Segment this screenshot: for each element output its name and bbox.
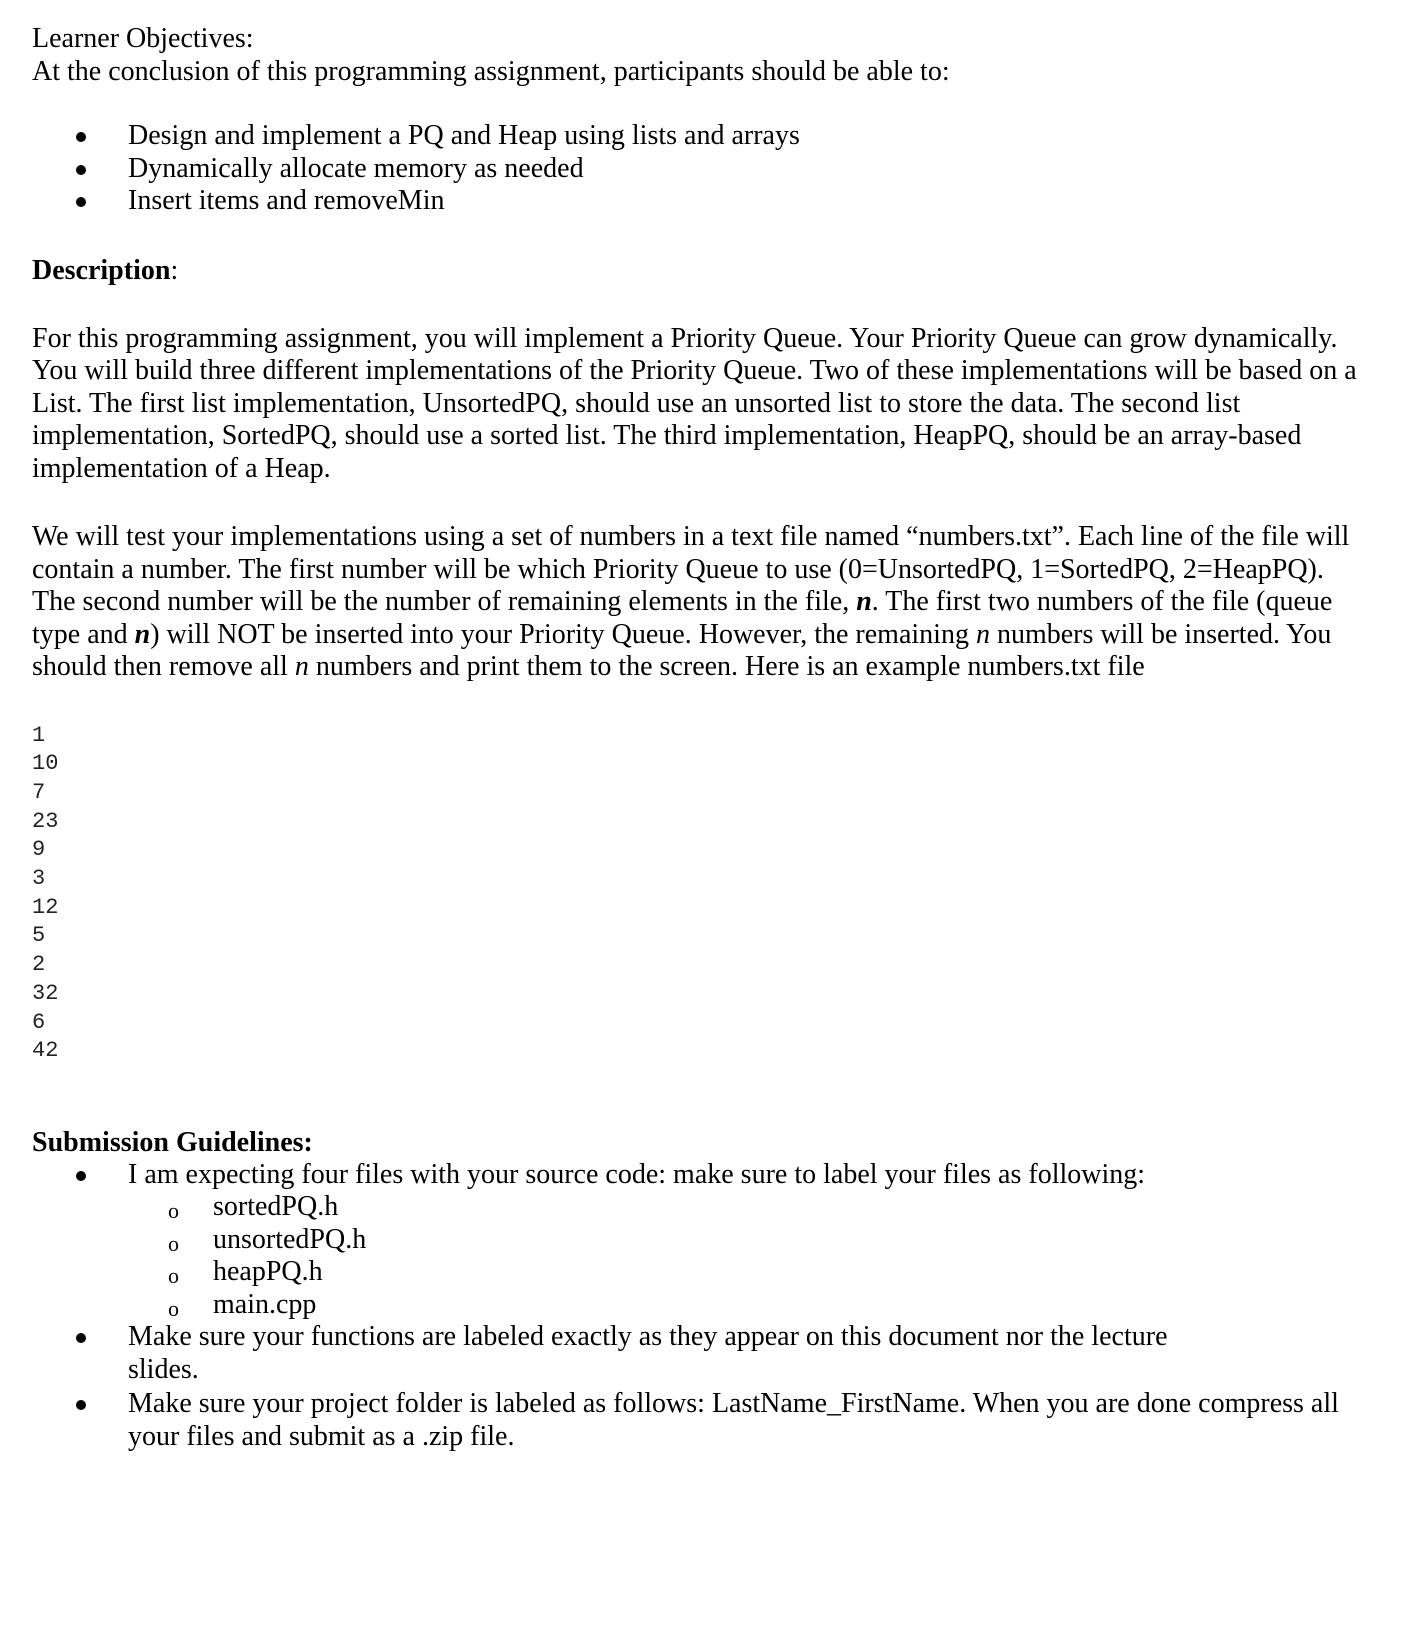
bullet-icon [76,197,86,207]
list-item: Design and implement a PQ and Heap using lists and arrays [32,120,1372,153]
objectives-list [32,120,1372,218]
number-line: 1 [32,722,46,748]
submission-files-list [32,1191,1372,1321]
circle-bullet-icon: o [168,1263,179,1289]
description-paragraph-1: For this programming assignment, you will implement a Priority Queue. Your Priority Queue can grow dynamically. You will build three different implementations of the Priority Queue. Two of these implementations will be based on a List. The first list implementation, UnsortedPQ, should use an unsorted list to store the data. The second list implementation, SortedPQ, should use a sorted list. The third implementation, HeapPQ, should be an array-based implementation of a Heap. [32,322,1357,484]
objectives-heading: Learner Objectives: [32,23,254,54]
circle-bullet-icon: o [168,1295,179,1321]
description-heading: Description: [32,254,179,286]
objectives-intro: At the conclusion of this programming assignment, participants should be able to: [32,56,950,87]
bullet-icon [76,1171,86,1181]
list-item: Dynamically allocate memory as needed [32,153,1372,186]
file-item: o heapPQ.h [168,1256,323,1289]
list-item: Make sure your project folder is labeled as follows: LastName_FirstName. When you are done compress all your files and submit as a .zip file. [32,1388,1372,1453]
number-line: 6 [32,1009,46,1035]
number-line: 12 [32,894,59,920]
bullet-icon [76,1400,86,1410]
number-line: 7 [32,779,46,805]
list-item: Make sure your functions are labeled exactly as they appear on this document nor the lecture slides. [32,1321,1372,1386]
number-line: 42 [32,1038,59,1064]
example-numbers-file [32,722,1372,1066]
file-item: o unsortedPQ.h [168,1223,367,1256]
number-line: 32 [32,980,59,1006]
circle-bullet-icon: o [168,1198,179,1224]
document [32,22,1372,1453]
bullet-icon [76,165,86,175]
bullet-icon [76,132,86,142]
submission-heading: Submission Guidelines: [32,1126,313,1158]
number-line: 5 [32,923,46,949]
list-item: Insert items and removeMin [32,185,1372,218]
circle-bullet-icon: o [168,1230,179,1256]
bullet-icon [76,1333,86,1343]
file-item: o main.cpp [168,1288,317,1321]
number-line: 3 [32,866,46,892]
number-line: 10 [32,751,59,777]
description-paragraph-2: We will test your implementations using a set of numbers in a text file named “numbers.txt”. Each line of the file will contain a number. The first number will be which Priority Queue to use (0=UnsortedPQ, 1=SortedPQ, 2=HeapPQ). The second number will be the number of remaining elements in the file, n. The first two numbers of the file (queue type and n) will NOT be inserted into your Priority Queue. However, the remaining n numbers will be inserted. You should then remove all n numbers and print them to the screen. Here is an example numbers.txt file [32,521,1350,682]
submission-list-continued [32,1321,1372,1453]
number-line: 9 [32,837,46,863]
file-item: o sortedPQ.h [168,1191,339,1224]
number-line: 23 [32,808,59,834]
number-line: 2 [32,952,46,978]
submission-list [32,1159,1372,1192]
list-item: I am expecting four files with your source code: make sure to label your files as following: [32,1159,1372,1192]
